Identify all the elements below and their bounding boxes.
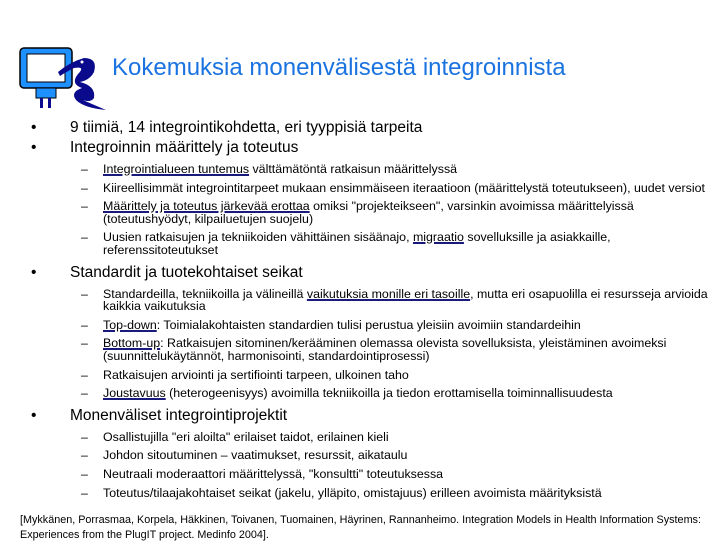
bullet-section — [0, 263, 720, 400]
sub-bullet-text: : Toimialakohtaisten standardien tulisi perustua yleisiin avoimiin standardeihin — [156, 317, 581, 332]
sub-bullet-text: Ratkaisujen arviointi ja sertifiointi tarpeen, ulkoinen taho — [103, 367, 409, 382]
dash-marker: – — [81, 180, 88, 195]
bullet-section — [0, 138, 720, 257]
bullet-text: 9 tiimiä, 14 integrointikohdetta, eri tyyppisiä tarpeita — [70, 119, 423, 136]
sub-bullet-item — [0, 319, 720, 332]
bullet-section — [0, 406, 720, 499]
sub-bullet-text: omiksi "projekteikseen", varsinkin avoimissa määrittelyissä (toteutushyödyt, kilpailuetujen suojelu) — [103, 199, 634, 226]
emphasized-text: vaikutuksia monille eri tasoille — [306, 286, 471, 301]
sub-bullet-item — [0, 182, 720, 195]
bullet-marker: • — [31, 139, 37, 156]
sub-bullet-text: : Ratkaisujen sitominen/kerääminen olemassa olevista sovelluksista, yleistäminen avoimeksi (suunnittelukäytännöt, harmonisointi, standardointiprosessi) — [103, 336, 667, 363]
dash-marker: – — [81, 336, 88, 351]
bullet-section — [0, 118, 720, 138]
dash-marker: – — [81, 367, 88, 382]
emphasized-text: migraatio — [412, 230, 464, 245]
sub-bullet-item — [0, 288, 720, 313]
bullet-marker: • — [31, 406, 37, 424]
sub-bullet-text: (heterogeenisyys) avoimilla tekniikoilla ja tiedon erottamisella toiminnallisuudesta — [165, 386, 613, 401]
bullet-text: Integroinnin määrittely ja toteutus — [70, 139, 299, 156]
bullet-marker: • — [31, 263, 37, 281]
sub-bullet-item — [0, 387, 720, 400]
dash-marker: – — [81, 230, 88, 245]
sub-bullet-text: sovelluksille ja asiakkaille, referenssitoteutukset — [103, 230, 611, 257]
bullet-marker: • — [31, 119, 37, 136]
dash-marker: – — [81, 386, 88, 401]
bullet-item — [0, 406, 720, 426]
sub-bullet-text: välttämätöntä ratkaisun määrittelyssä — [249, 162, 458, 176]
dash-marker: – — [81, 317, 88, 332]
sub-bullet-text: Neutraali moderaattori määrittelyssä, "konsultti" toteutuksessa — [103, 466, 444, 481]
dash-marker: – — [81, 162, 88, 176]
sub-bullet-item — [0, 468, 720, 481]
dash-marker: – — [81, 199, 88, 214]
sub-bullet-text: Toteutus/tilaajakohtaiset seikat (jakelu, ylläpito, omistajuus) erilleen avoimista määrityksistä — [103, 485, 602, 500]
bullet-item — [0, 263, 720, 283]
sub-bullet-item — [0, 337, 720, 362]
sub-bullet-list — [0, 288, 720, 400]
dash-marker: – — [81, 466, 88, 481]
sub-bullet-text: Uusien ratkaisujen ja tekniikoiden vähittäinen sisäänajo, — [103, 230, 413, 245]
sub-bullet-item — [0, 163, 720, 176]
emphasized-text: Integrointialueen tuntemus — [103, 162, 250, 176]
dash-marker: – — [81, 286, 88, 301]
reference-citation: [Mykkänen, Porrasmaa, Korpela, Häkkinen, Toivanen, Tuomainen, Häyrinen, Rannanheimo. Integration Models in Health Information Systems: Experiences from the PlugIT project. Medinfo 2004]. — [20, 514, 701, 542]
sub-bullet-item — [0, 487, 720, 500]
emphasized-text: Määrittely ja toteutus järkevää erottaa — [103, 199, 310, 214]
sub-bullet-item — [0, 449, 720, 462]
dash-marker: – — [81, 485, 88, 500]
sub-bullet-item — [0, 231, 720, 256]
dash-marker: – — [81, 448, 88, 463]
bullet-list — [0, 118, 720, 505]
sub-bullet-item — [0, 200, 720, 225]
slide-title: Kokemuksia monenvälisestä integroinnista — [112, 54, 566, 81]
emphasized-text: Joustavuus — [103, 386, 166, 401]
sub-bullet-text: , mutta eri osapuolilla ei resursseja arvioida kaikkia vaikutuksia — [103, 286, 708, 314]
dash-marker: – — [81, 429, 88, 444]
emphasized-text: Top-down — [103, 317, 157, 332]
emphasized-text: Bottom-up — [103, 336, 161, 351]
sub-bullet-item — [0, 369, 720, 382]
bullet-item — [0, 118, 720, 138]
bullet-item — [0, 138, 720, 158]
sub-bullet-item — [0, 431, 720, 444]
bullet-text: Monenväliset integrointiprojektit — [70, 406, 288, 424]
sub-bullet-text: Standardeilla, tekniikoilla ja välineillä — [103, 286, 307, 301]
sub-bullet-text: Osallistujilla "eri aloilta" erilaiset taidot, erilainen kieli — [103, 429, 389, 444]
sub-bullet-text: Kiireellisimmät integrointitarpeet mukaan ensimmäiseen iteraatioon (määrittelystä toteutukseen), uudet versiot — [103, 180, 705, 195]
sub-bullet-list — [0, 163, 720, 257]
bullet-text: Standardit ja tuotekohtaiset seikat — [70, 263, 303, 281]
sub-bullet-text: Johdon sitoutuminen – vaatimukset, resurssit, aikataulu — [103, 448, 408, 463]
sub-bullet-list — [0, 431, 720, 499]
